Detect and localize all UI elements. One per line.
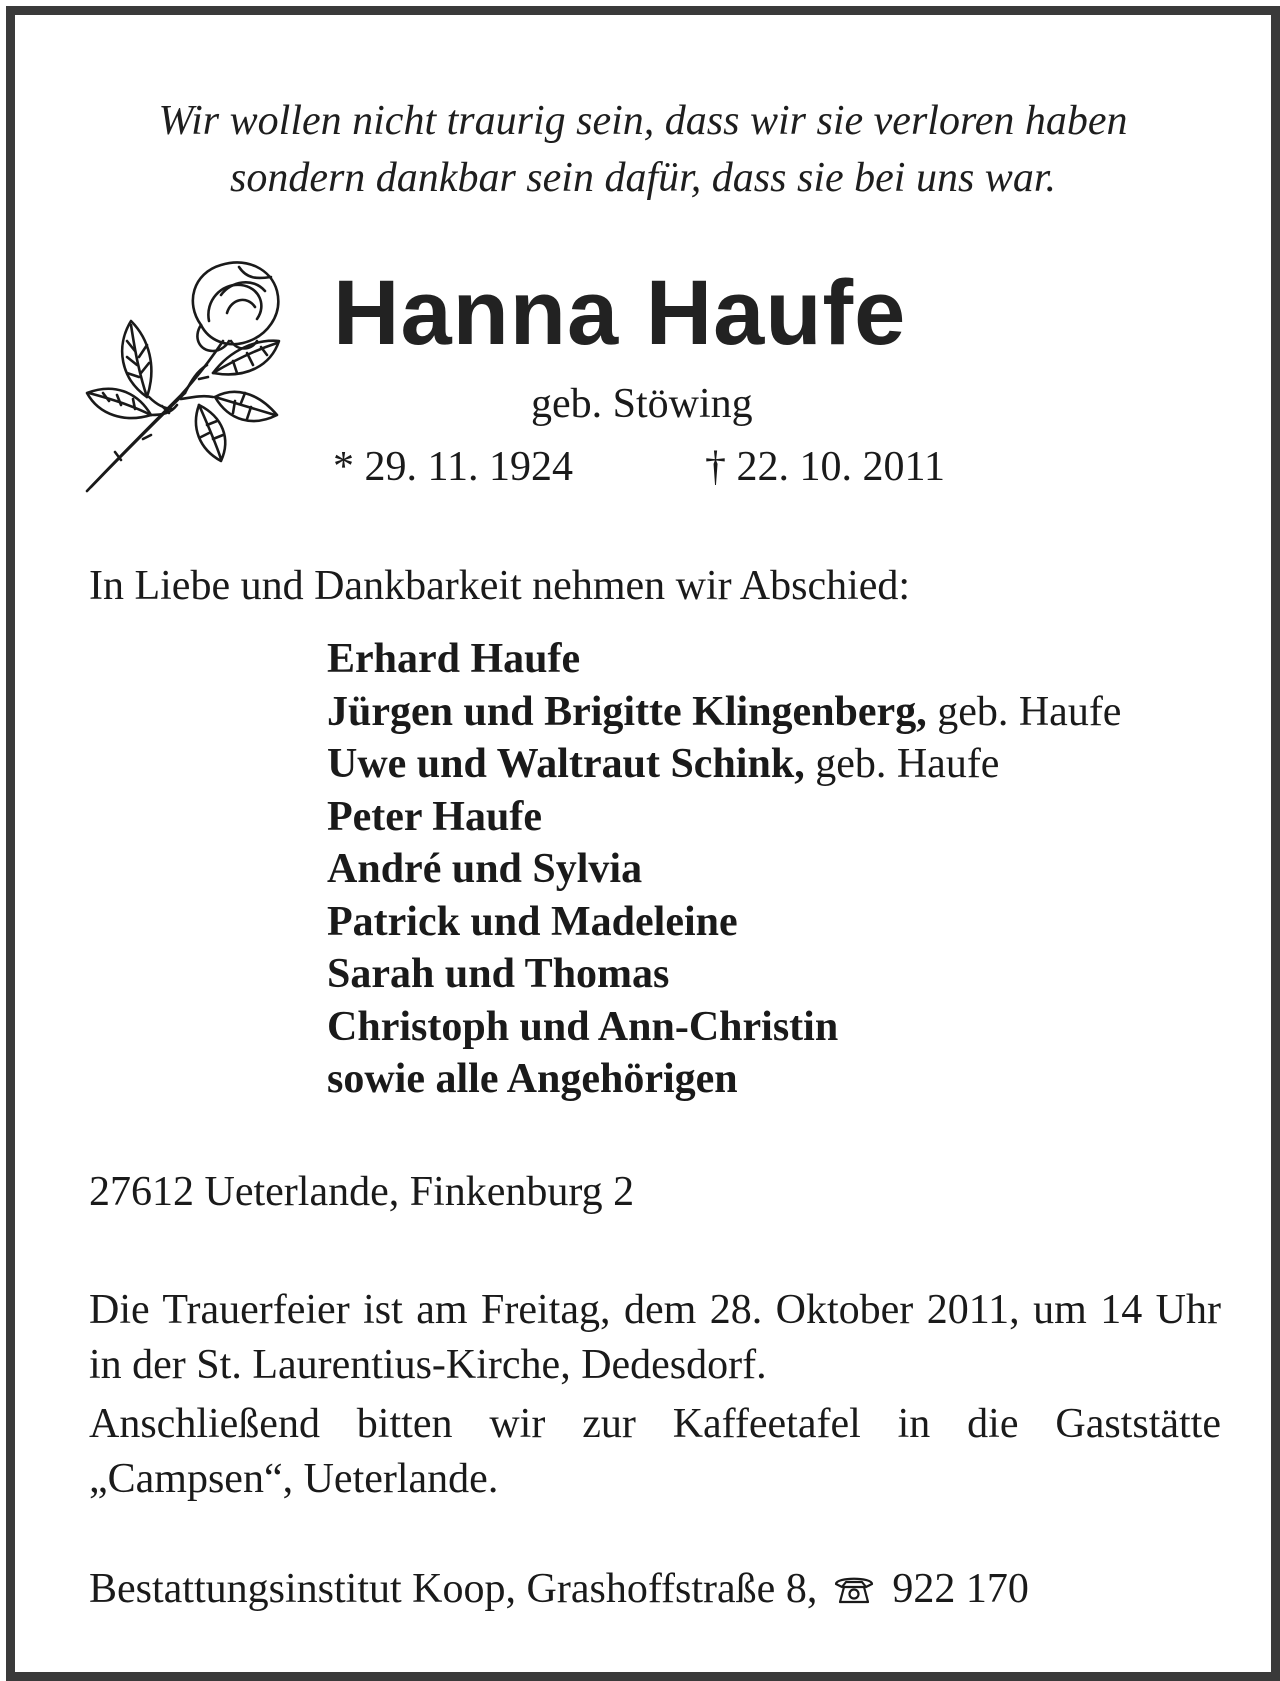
service-info: Die Trauerfeier ist am Freitag, dem 28. Oktober 2011, um 14 Uhr in der St. Laurentius-Kirche, Dedesdorf. [89, 1287, 1221, 1388]
mourner-suffix: geb. Haufe [926, 688, 1122, 735]
mourner-name: Christoph und Ann-Christin [327, 1003, 839, 1050]
mourner-row [327, 896, 1121, 949]
telephone-icon [832, 1572, 876, 1606]
quote-line-1: Wir wollen nicht traurig sein, dass wir sie verloren haben [158, 98, 1128, 144]
mourner-row [327, 791, 1121, 844]
mourner-row [327, 948, 1121, 1001]
mourner-row [327, 1053, 1121, 1106]
deceased-name: Hanna Haufe [333, 262, 907, 364]
funeral-home [89, 1561, 1029, 1617]
rose-icon [81, 255, 301, 495]
mourner-name: Peter Haufe [327, 793, 542, 840]
mourner-row [327, 686, 1121, 739]
mourner-row [327, 633, 1121, 686]
reception-info: Anschließend bitten wir zur Kaffeetafel in die Gaststätte „Campsen“, Ueterlande. [89, 1401, 1221, 1502]
memorial-quote [15, 93, 1271, 207]
mourner-name: Uwe und Waltraut Schink, [327, 741, 805, 787]
mourner-name: Sarah und Thomas [327, 951, 670, 997]
funeral-home-phone: 922 170 [892, 1566, 1029, 1612]
family-address: 27612 Ueterlande, Finkenburg 2 [89, 1169, 635, 1215]
mourner-name: sowie alle Angehörigen [327, 1056, 738, 1102]
mourner-name: Erhard Haufe [327, 636, 581, 682]
mourner-suffix: geb. Haufe [804, 741, 1000, 787]
mourners-list [327, 633, 1121, 1106]
farewell-intro: In Liebe und Dankbarkeit nehmen wir Abschied: [89, 563, 911, 609]
funeral-home-address: Bestattungsinstitut Koop, Grashoffstraße 8, [89, 1566, 818, 1612]
mourner-name: Jürgen und Brigitte Klingenberg, [327, 688, 927, 735]
birth-date: * 29. 11. 1924 [333, 444, 573, 490]
mourner-name: Patrick und Madeleine [327, 898, 738, 945]
obituary-notice [6, 6, 1280, 1681]
mourner-row [327, 1001, 1121, 1054]
quote-line-2: sondern dankbar sein dafür, dass sie bei uns war. [229, 155, 1057, 201]
mourner-row [327, 738, 1121, 791]
birth-name: geb. Stöwing [531, 381, 753, 427]
mourner-name: André und Sylvia [327, 846, 643, 892]
mourner-row [327, 843, 1121, 896]
death-date: † 22. 10. 2011 [705, 444, 945, 490]
